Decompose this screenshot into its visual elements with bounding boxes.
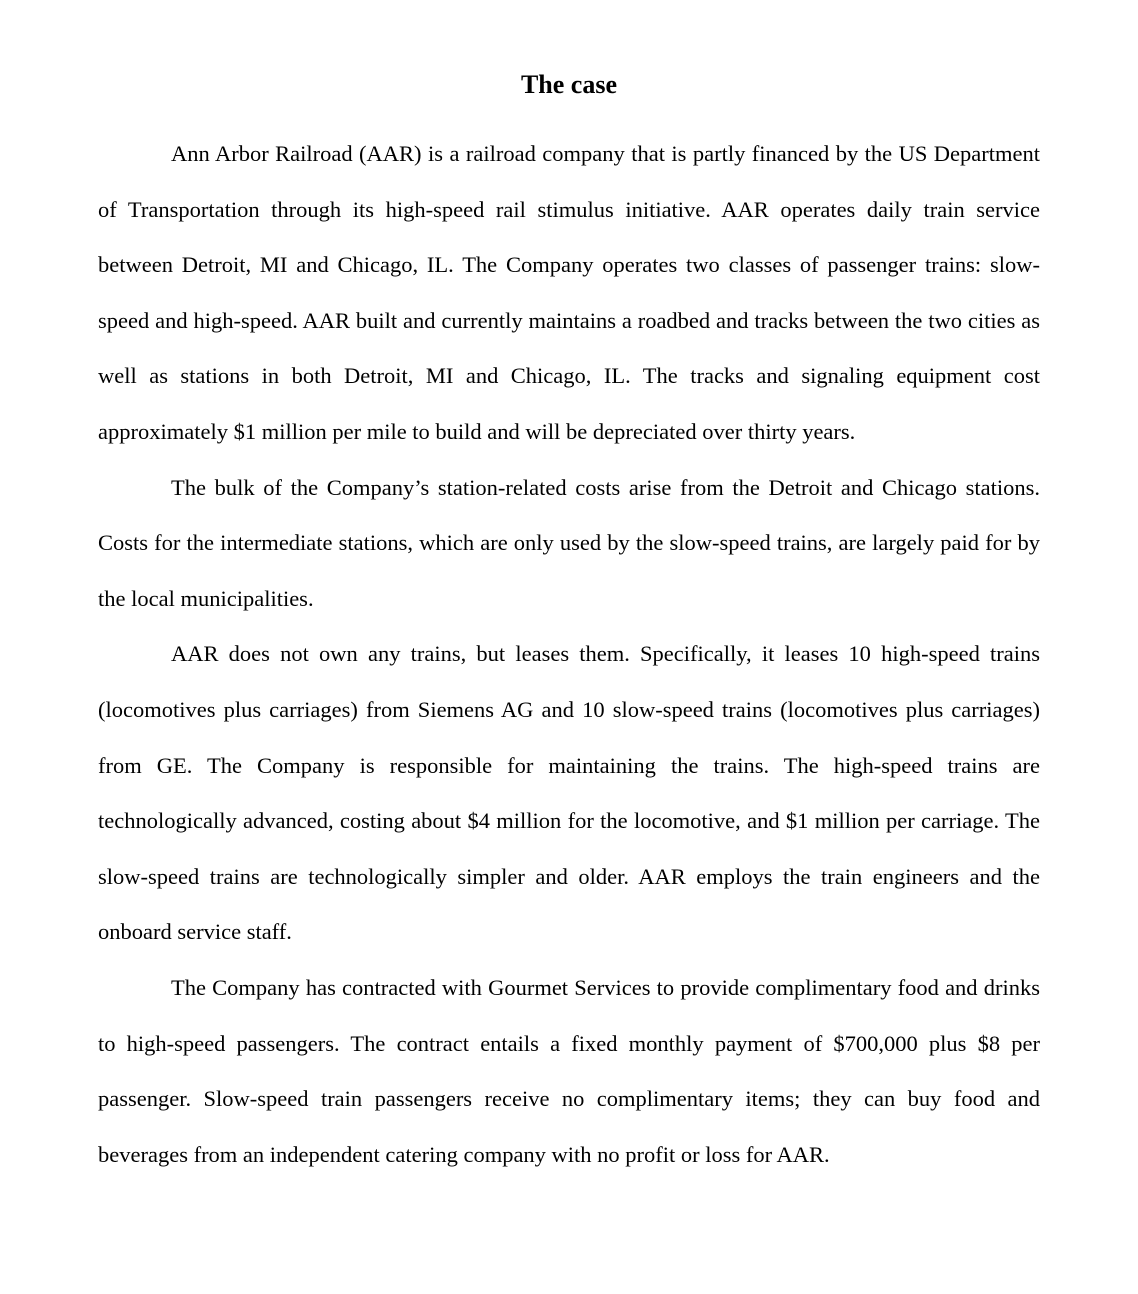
document-title: The case [520, 70, 618, 99]
paragraph-company-overview: Ann Arbor Railroad (AAR) is a railroad company that is partly financed by the US Department of Transportation through its high-speed rail stimulus initiative. AAR operates daily train service between Detroit, MI and Chicago, IL. The Company operates two classes of passenger trains: slow-speed and high-speed. AAR built and currently maintains a roadbed and tracks between the two cities as well as stations in both Detroit, MI and Chicago, IL. The tracks and signaling equipment cost approximately $1 million per mile to build and will be depreciated over thirty years. [98, 141, 1040, 444]
paragraph-station-costs: The bulk of the Company’s station-related costs arise from the Detroit and Chicago stations. Costs for the intermediate stations, which are only used by the slow-speed trains, are largely paid for by the local municipalities. [98, 474, 1040, 611]
paragraph-catering-contract: The Company has contracted with Gourmet Services to provide complimentary food and drinks to high-speed passengers. The contract entails a fixed monthly payment of $700,000 plus $8 per passenger. Slow-speed train passengers receive no complimentary items; they can buy food and beverages from an independent catering company with no profit or loss for AAR. [98, 974, 1040, 1167]
document-page [98, 68, 1040, 1182]
paragraph-train-leases: AAR does not own any trains, but leases them. Specifically, it leases 10 high-speed trains (locomotives plus carriages) from Siemens AG and 10 slow-speed trains (locomotives plus carriages) from GE. The Company is responsible for maintaining the trains. The high-speed trains are technologically advanced, costing about $4 million for the locomotive, and $1 million per carriage. The slow-speed trains are technologically simpler and older. AAR employs the train engineers and the onboard service staff. [98, 641, 1040, 945]
